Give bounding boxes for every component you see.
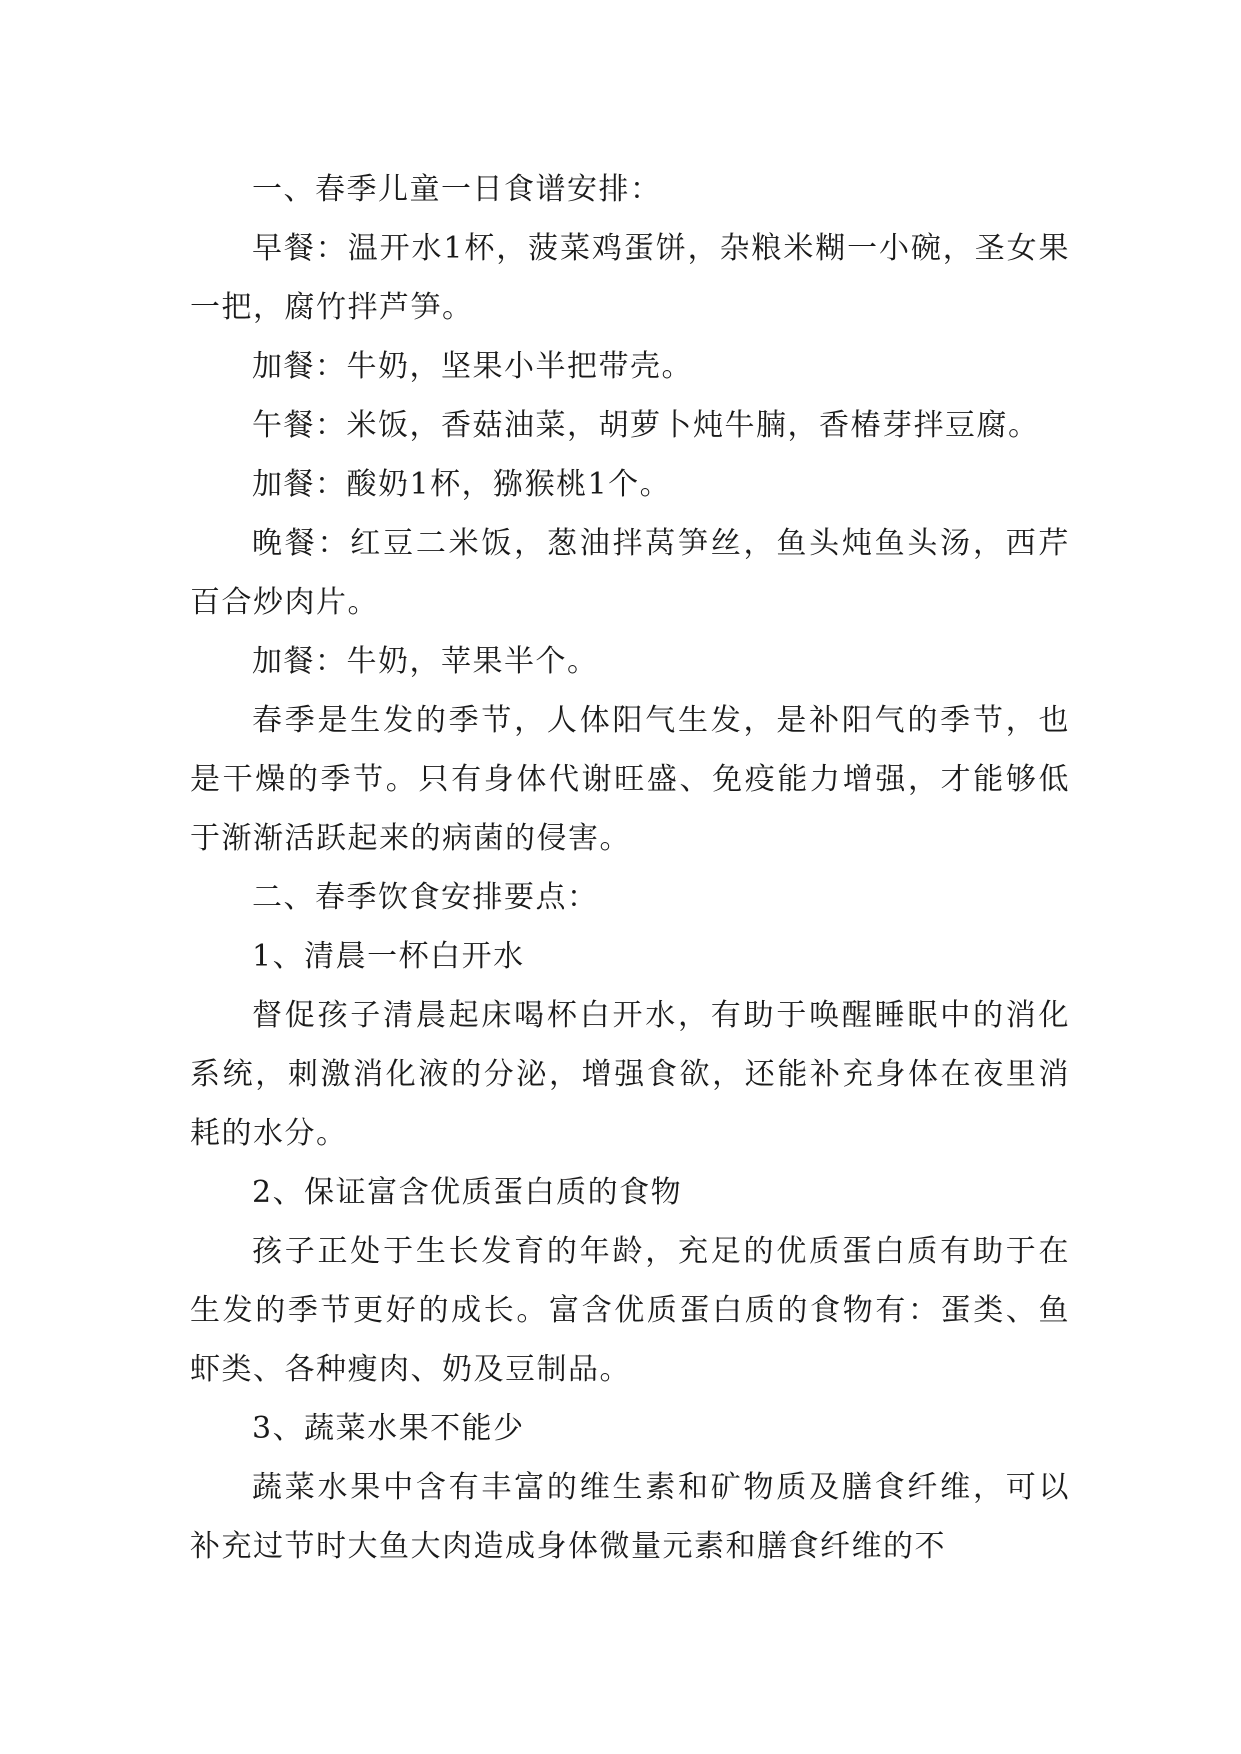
spring-season-paragraph: 春季是生发的季节，人体阳气生发，是补阳气的季节，也是干燥的季节。只有身体代谢旺盛、免疫能力增强，才能够低于渐渐活跃起来的病菌的侵害。 bbox=[190, 703, 1070, 856]
snack-paragraph-2: 加餐：酸奶1杯，猕猴桃1个。 bbox=[252, 467, 672, 502]
point-1-body: 督促孩子清晨起床喝杯白开水，有助于唤醒睡眠中的消化系统，刺激消化液的分泌，增强食欲，还能补充身体在夜里消耗的水分。 bbox=[190, 998, 1070, 1151]
point-2-heading: 2、保证富含优质蛋白质的食物 bbox=[252, 1175, 683, 1210]
dinner-paragraph: 晚餐：红豆二米饭，葱油拌莴笋丝，鱼头炖鱼头汤，西芹百合炒肉片。 bbox=[190, 526, 1070, 620]
point-3-body: 蔬菜水果中含有丰富的维生素和矿物质及膳食纤维，可以补充过节时大鱼大肉造成身体微量元素和膳食纤维的不 bbox=[190, 1470, 1070, 1564]
breakfast-paragraph: 早餐：温开水1杯，菠菜鸡蛋饼，杂粮米糊一小碗，圣女果一把，腐竹拌芦笋。 bbox=[190, 231, 1070, 325]
point-3-heading: 3、蔬菜水果不能少 bbox=[252, 1411, 525, 1446]
document-body bbox=[190, 160, 1070, 1576]
point-2-body: 孩子正处于生长发育的年龄，充足的优质蛋白质有助于在生发的季节更好的成长。富含优质蛋白质的食物有：蛋类、鱼虾类、各种瘦肉、奶及豆制品。 bbox=[190, 1234, 1070, 1387]
section-heading-diet-points: 二、春季饮食安排要点： bbox=[252, 880, 599, 915]
section-heading-spring-menu: 一、春季儿童一日食谱安排： bbox=[252, 172, 662, 207]
lunch-paragraph: 午餐：米饭，香菇油菜，胡萝卜炖牛腩，香椿芽拌豆腐。 bbox=[252, 408, 1040, 443]
point-1-heading: 1、清晨一杯白开水 bbox=[252, 939, 525, 974]
snack-paragraph-1: 加餐：牛奶，坚果小半把带壳。 bbox=[252, 349, 693, 384]
snack-paragraph-3: 加餐：牛奶，苹果半个。 bbox=[252, 644, 599, 679]
